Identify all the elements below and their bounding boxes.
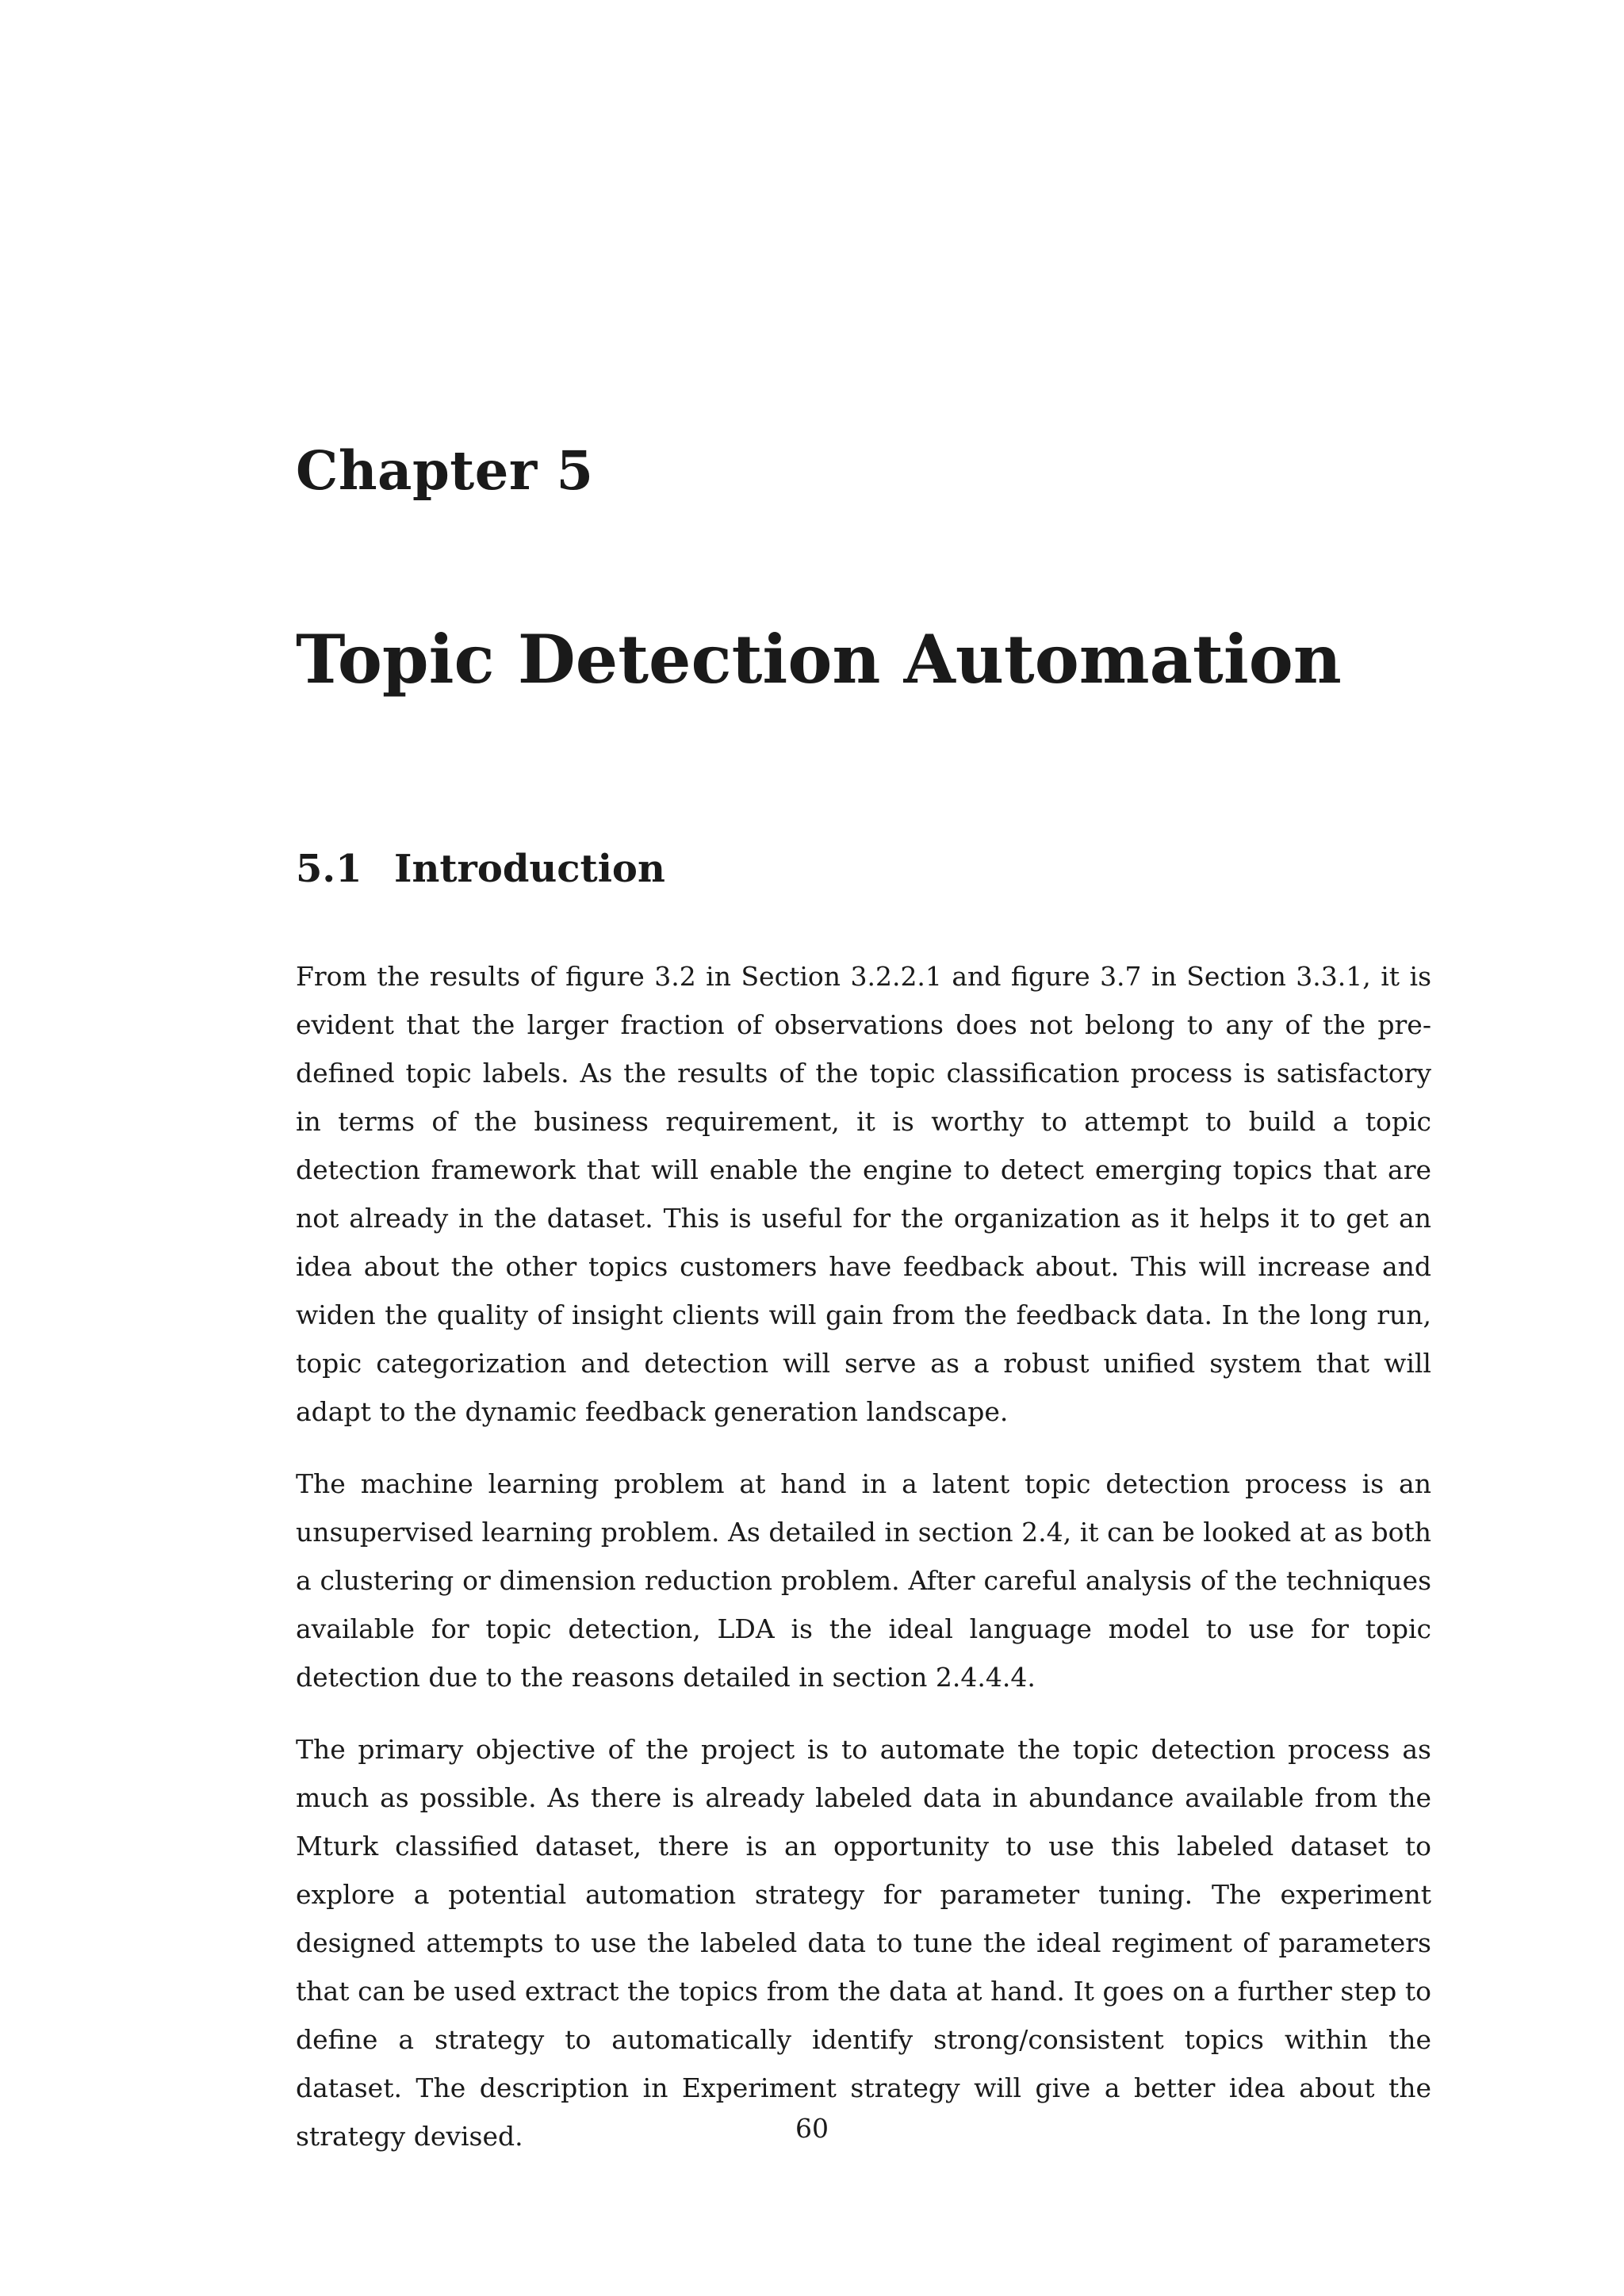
section-number: 5.1 bbox=[296, 847, 362, 891]
section-title: Introduction bbox=[394, 847, 665, 891]
paragraph: The primary objective of the project is to automate the topic detection process as much as possible. As there is already labeled data in abundance available from the Mturk classified dataset, there is an opportunity to use this labeled dataset to explore a potential automation strategy for parameter tuning. The experiment designed attempts to use the labeled data to tune the ideal regiment of parameters that can be used extract the topics from the data at hand. It goes on a further step to define a strategy to automatically identify strong/consistent topics within the dataset. The description in Experiment strategy will give a better idea about the strategy devised. bbox=[296, 1734, 1431, 2152]
page-number: 60 bbox=[795, 2113, 829, 2144]
chapter-title: Topic Detection Automation bbox=[296, 620, 1342, 698]
section-heading bbox=[296, 847, 665, 891]
body-text bbox=[296, 952, 1431, 2184]
paragraph: The machine learning problem at hand in a latent topic detection process is an unsupervised learning problem. As detailed in section 2.4, it can be looked at as both a clustering or dimension reduction problem. After careful analysis of the techniques available for topic detection, LDA is the ideal language model to use for topic detection due to the reasons detailed in section 2.4.4.4. bbox=[296, 1468, 1431, 1693]
chapter-label: Chapter 5 bbox=[296, 439, 594, 502]
paragraph: From the results of figure 3.2 in Section 3.2.2.1 and figure 3.7 in Section 3.3.1, it is evident that the larger fraction of observations does not belong to any of the pre-defined topic labels. As the results of the topic classification process is satisfactory in terms of the business requirement, it is worthy to attempt to build a topic detection framework that will enable the engine to detect emerging topics that are not already in the dataset. This is useful for the organization as it helps it to get an idea about the other topics customers have feedback about. This will increase and widen the quality of insight clients will gain from the feedback data. In the long run, topic categorization and detection will serve as a robust unified system that will adapt to the dynamic feedback generation landscape. bbox=[296, 961, 1431, 1427]
